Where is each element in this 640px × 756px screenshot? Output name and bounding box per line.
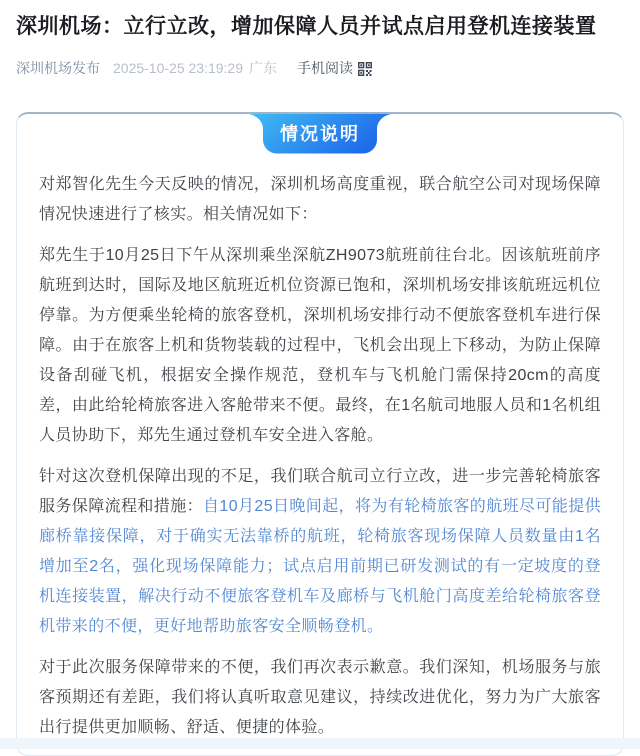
mobile-read-label: 手机阅读	[297, 60, 353, 77]
statement-badge	[249, 114, 391, 154]
article-meta	[16, 58, 624, 78]
statement-paragraph-3	[39, 462, 601, 642]
statement-paragraph-3-highlight: 自10月25日晚间起，将为有轮椅旅客的航班尽可能提供廊桥靠接保障，对于确实无法靠桥的航班，轮椅旅客现场保障人员数量由1名增加至2名，强化现场保障能力；试点启用前期已研发测试的有一定坡度的登机连接装置，解决行动不便旅客登机车及廊桥与飞机舱门高度差给轮椅旅客登机带来的不便，更好地帮助旅客安全顺畅登机。	[39, 498, 602, 636]
page-bottom-band	[0, 738, 640, 749]
article-title: 深圳机场：立行立改，增加保障人员并试点启用登机连接装置	[16, 15, 597, 38]
qr-code-icon	[358, 61, 372, 75]
statement-badge-label: 情况说明	[280, 123, 360, 144]
statement-paragraph-3-prefix: 针对这次登机保障出现的不足，我们联合航司立行立改，进一步完善轮椅旅客服务保障流程和措施：	[39, 468, 601, 516]
author-name[interactable]: 深圳机场发布	[16, 60, 100, 77]
statement-paragraph-4: 对于此次服务保障带来的不便，我们再次表示歉意。我们深知，机场服务与旅客预期还有差距，我们将认真听取意见建议，持续改进优化，努力为广大旅客出行提供更加顺畅、舒适、便捷的体验。	[39, 659, 601, 737]
statement-card	[16, 112, 624, 756]
statement-paragraph-1: 对郑智化先生今天反映的情况，深圳机场高度重视，联合航空公司对现场保障情况快速进行了核实。相关情况如下：	[39, 176, 601, 224]
mobile-read-button[interactable]	[297, 58, 372, 78]
statement-paragraph-2: 郑先生于10月25日下午从深圳乘坐深航ZH9073航班前往台北。因该航班前序航班到达时，国际及地区航班近机位资源已饱和，深圳机场安排该航班远机位停靠。为方便乘坐轮椅的旅客登机，深圳机场安排行动不便旅客登机车进行保障。由于在旅客上机和货物装载的过程中，飞机会出现上下移动，为防止保障设备刮碰飞机，根据安全操作规范，登机车与飞机舱门需保持20cm的高度差，由此给轮椅旅客进入客舱带来不便。最终，在1名航司地服人员和1名机组人员协助下，郑先生通过登机车安全进入客舱。	[39, 247, 601, 445]
publish-region: 广东	[249, 60, 277, 77]
publish-timestamp: 2025-10-25 23:19:29	[113, 60, 243, 77]
